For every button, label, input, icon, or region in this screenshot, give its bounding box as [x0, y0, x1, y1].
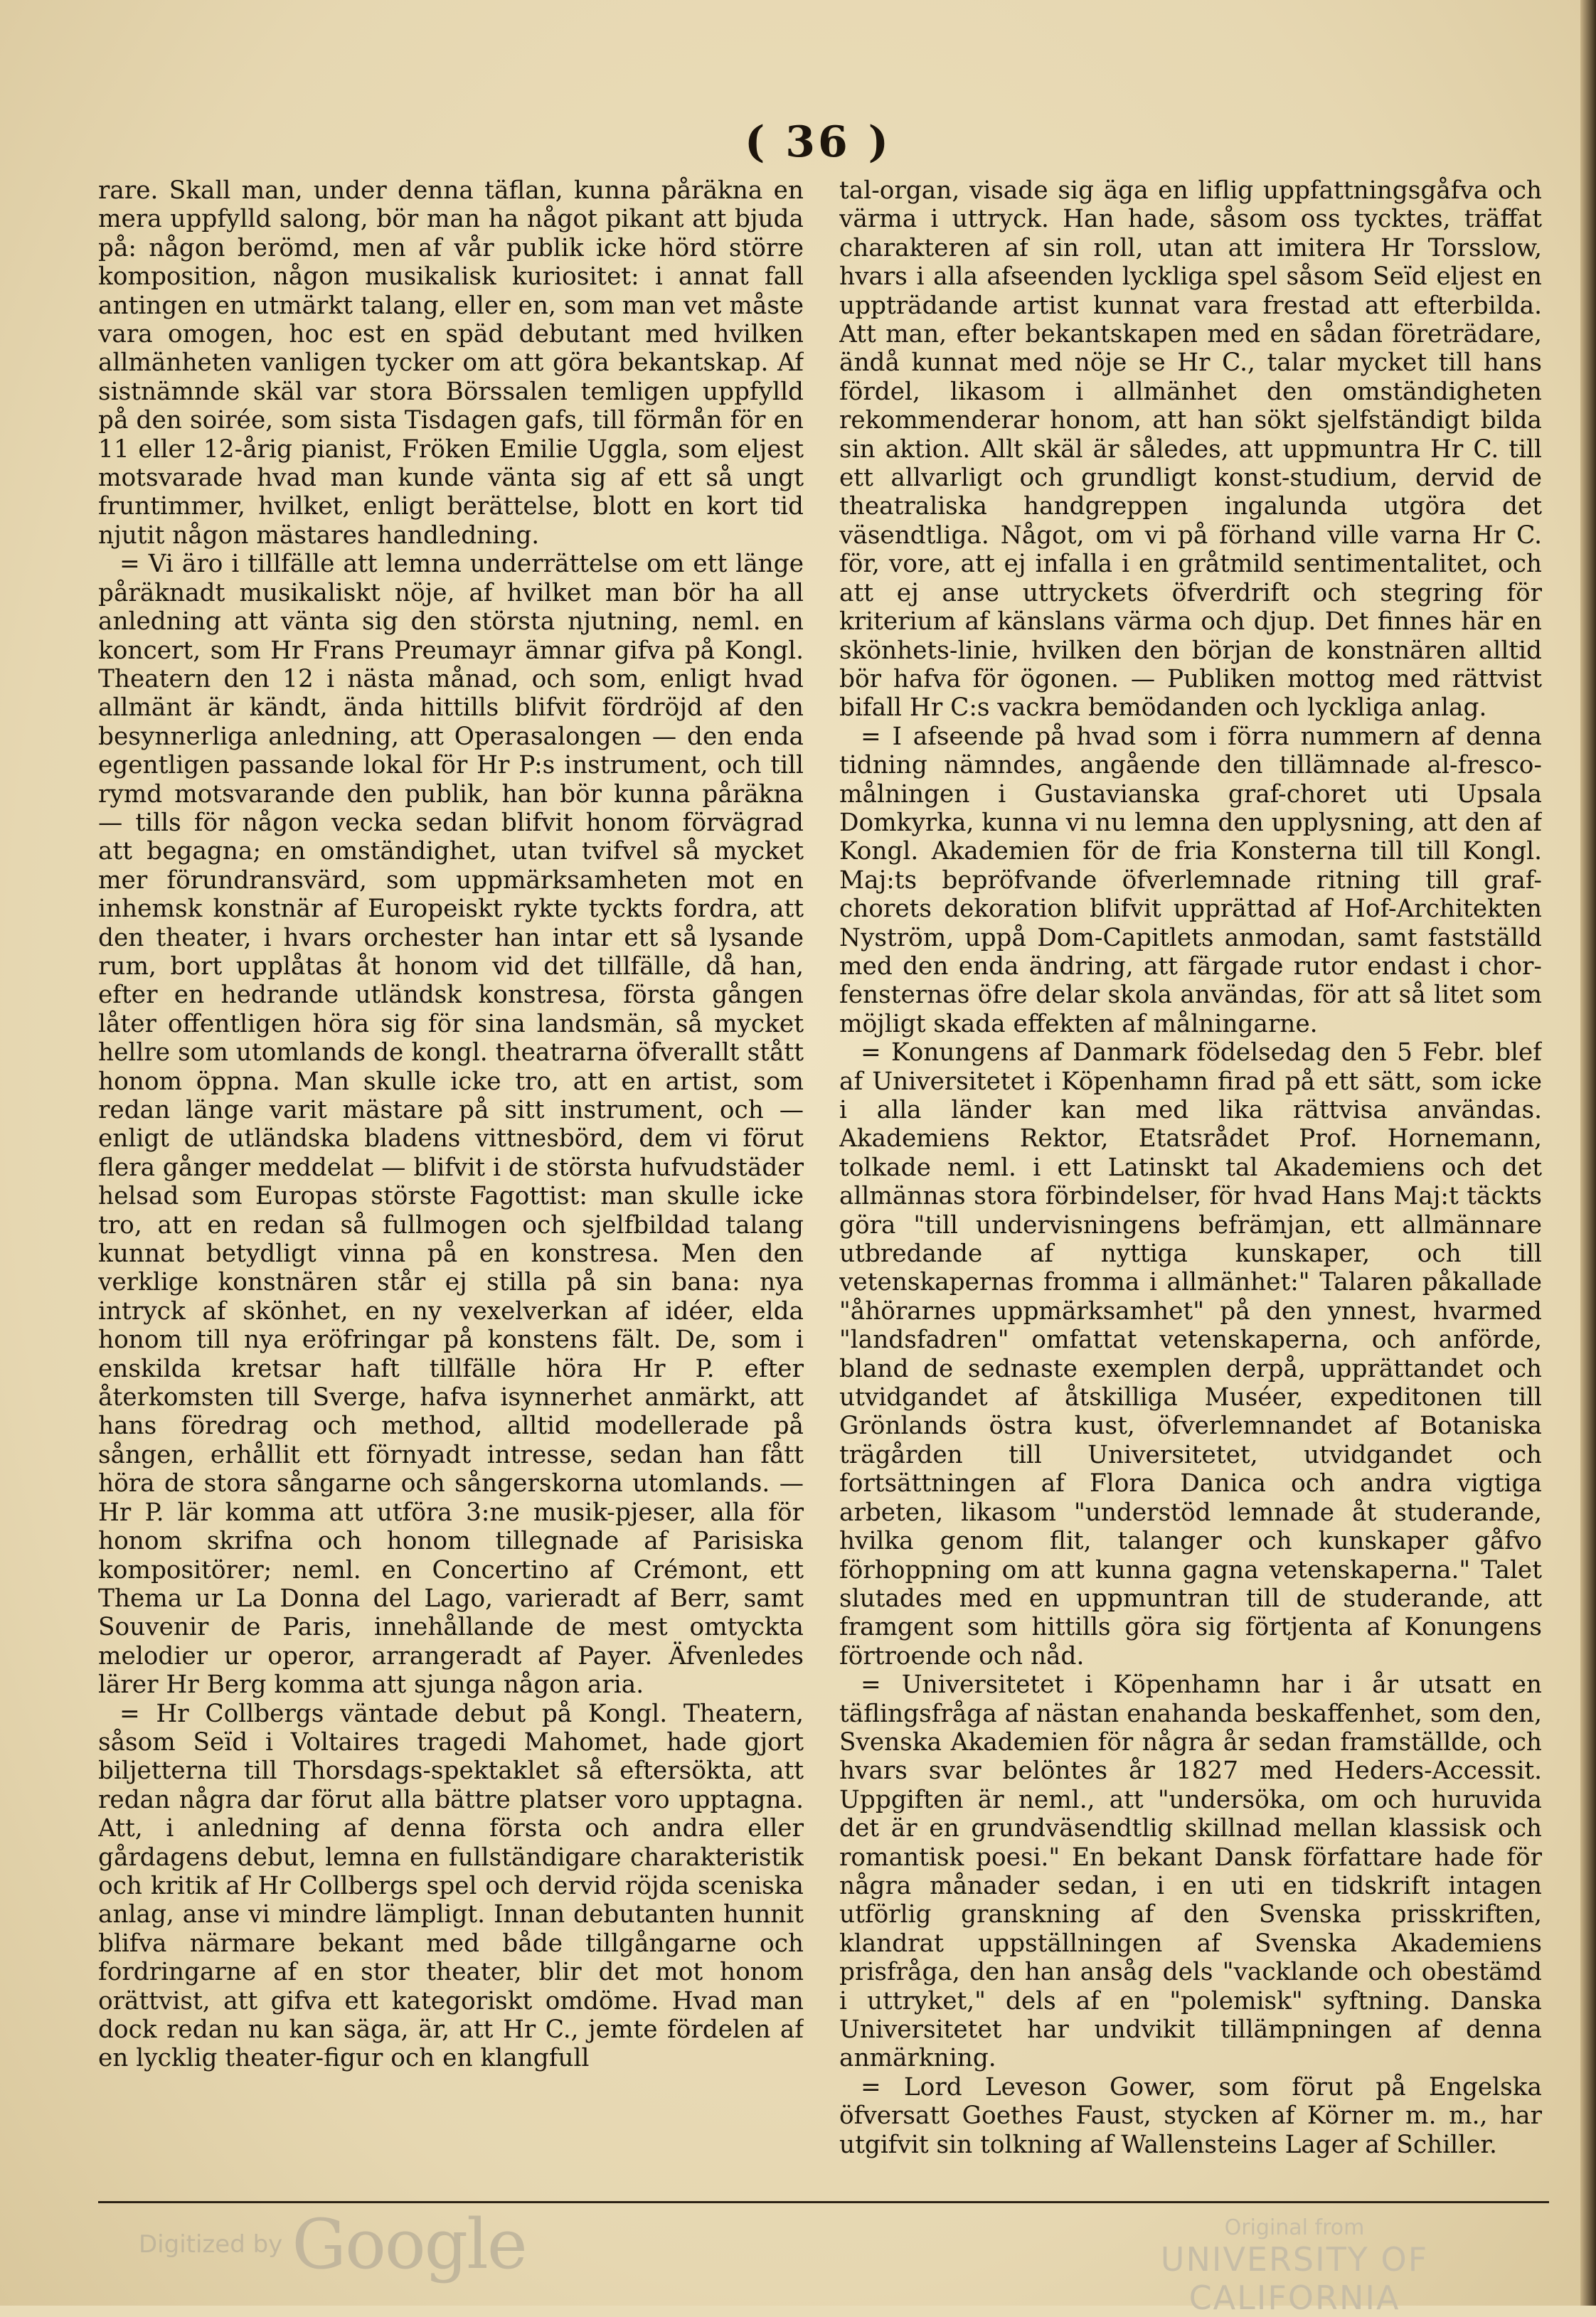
article-paragraph: = Lord Leveson Gower, som förut på Engelska öfversatt Goethes Faust, stycken af Körner m. m., har utgifvit sin tolkning af Wallensteins Lager af Schiller. [839, 2072, 1542, 2159]
google-logo: Google [292, 2205, 526, 2284]
article-paragraph: tal-organ, visade sig äga en liflig uppfattningsgåfva och värma i uttryck. Han hade, såsom oss tycktes, träffat charakteren af sin roll, utan att imitera Hr Torsslow, hvars i alla afseenden lyckliga spel såsom Seïd eljest en uppträdande artist kunnat vara frestad att efterbilda. Att man, efter bekantskapen med en sådan företrädare, ändå kunnat med nöje se Hr C., talar mycket till hans fördel, likasom i allmänhet den omständigheten rekommenderar honom, att han sökt sjelfständigt bilda sin aktion. Allt skäl är således, att uppmuntra Hr C. till ett allvarligt och grundligt konst-studium, dervid de theatraliska handgreppen ingalunda utgöra det väsendtliga. Något, om vi på förhand ville varna Hr C. för, vore, att ej infalla i en gråtmild sentimentalitet, och att ej anse uttryckets öfverdrift och stegring för kriterium af känslans värma och djup. Det finnes här en skönhets-linie, hvilken den början de konstnären alltid bör hafva för ögonen. — Publiken mottog med rättvist bifall Hr C:s vackra bemödanden och lyckliga anlag. [839, 176, 1542, 723]
article-paragraph: = Universitetet i Köpenhamn har i år utsatt en täflingsfråga af nästan enahanda beskaffenhet, som den, Svenska Akademien för några år sedan framställde, och hvars svar belöntes år 1827 med Heders-Accessit. Uppgiften är neml., att "undersöka, om och huruvida det är en grundväsendtlig skillnad mellan klassisk och romantisk poesi." En bekant Dansk författare hade för några månader sedan, i en uti en tidskrift intagen utförlig granskning af den Svenska prisskriften, klandrat uppställningen af Svenska Akademiens prisfråga, den han ansåg dels "vacklande och obestämd i uttryket," dels af en "polemisk" syftning. Danska Universitetet har undvikit tillämpningen af denna anmärkning. [839, 1671, 1542, 2073]
article-paragraph: = Vi äro i tillfälle att lemna underrättelse om ett länge påräknadt musikaliskt nöje, af hvilket man bör ha all anledning att vänta sig den största njutning, neml. en koncert, som Hr Frans Preumayr ämnar gifva på Kongl. Theatern den 12 i nästa månad, och som, enligt hvad allmänt är kändt, ända hittills blifvit fördröjd af den besynnerliga anledning, att Operasalongen — den enda egentligen passande lokal för Hr P:s instrument, och till rymd motsvarande den publik, han bör kunna påräkna — tills för någon vecka sedan blifvit honom förvägrad att begagna; en omständighet, utan tvifvel så mycket mer förundransvärd, som uppmärksamheten mot en inhemsk konstnär af Europeiskt rykte tyckts fordra, att den theater, i hvars orchester han intar ett så lysande rum, bort upplåtas åt honom vid det tillfälle, då han, efter en hedrande utländsk konstresa, första gången låter offentligen höra sig för sina landsmän, så mycket hellre som utomlands de kongl. theatrarna öfverallt stått honom öppna. Man skulle icke tro, att en artist, som redan länge varit mästare på sitt instrument, och — enligt de utländska bladens vittnesbörd, dem vi förut flera gånger meddelat — blifvit i de största hufvudstäder helsad som Europas störste Fagottist: man skulle icke tro, att en redan så fullmogen och sjelfbildad talang kunnat betydligt vinna på en konstresa. Men den verklige konstnären står ej stilla på sin bana: nya intryck af skönhet, en ny vexelverkan af idéer, elda honom till nya eröfringar på konstens fält. De, som i enskilda kretsar haft tillfälle höra Hr P. efter återkomsten till Sverge, hafva isynnerhet anmärkt, att hans föredrag och method, alltid modellerade på sången, erhållit ett förnyadt intresse, sedan han fått höra de stora sångarne och sångerskorna utomlands. — Hr P. lär komma att utföra 3:ne musik-pjeser, alla för honom skrifna och honom tillegnade af Parisiska kompositörer; neml. en Concertino af Crémont, ett Thema ur La Donna del Lago, varieradt af Berr, samt Souvenir de Paris, innehållande de mest omtyckta melodier ur operor, arrangeradt af Payer. Äfvenledes lärer Hr Berg komma att sjunga någon aria. [98, 550, 804, 1700]
page-number: ( 36 ) [744, 117, 892, 167]
original-from-label: Original from [1224, 2215, 1365, 2240]
book-spine-edge [1580, 0, 1596, 2306]
article-paragraph: = I afseende på hvad som i förra nummern af denna tidning nämndes, angående den tillämnade al-fresco-målningen i Gustavianska graf-choret uti Upsala Domkyrka, kunna vi nu lemna den upplysning, att den af Kongl. Akademien för de fria Konsterna till till Kongl. Maj:ts bepröfvande öfverlemnade ritning till graf-chorets dekoration blifvit upprättad af Hof-Architekten Nyström, uppå Dom-Capitlets anmodan, samt fastställd med den enda ändring, att färgade rutor endast i chor-fensternas öfre delar skola användas, för att så litet som möjligt skada effekten af målningarne. [839, 722, 1542, 1038]
digitized-by-label: Digitized by [139, 2230, 283, 2259]
article-paragraph: = Konungens af Danmark födelsedag den 5 Febr. blef af Universitetet i Köpenhamn firad på ett sätt, som icke i alla länder kan med lika rättvisa användas. Akademiens Rektor, Etatsrådet Prof. Hornemann, tolkade neml. i ett Latinskt tal Akademiens och det allmännas stora förbindelser, för hvad Hans Maj:t täckts göra "till undervisningens befrämjan, ett allmännare utbredande af nyttiga kunskaper, och till vetenskapernas fromma i allmänhet:" Talaren påkallade "åhörarnes uppmärksamhet" på den ynnest, hvarmed "landsfadren" omfattat vetenskaperna, och anförde, bland de sednaste exemplen derpå, upprättandet och utvidgandet af åtskilliga Muséer, expeditonen till Grönlands östra kust, öfverlemnandet af Botaniska trägården till Universitetet, utvidgandet och fortsättningen af Flora Danica och andra vigtiga arbeten, likasom "understöd lemnade åt studerande, hvilka genom flit, talanger och kunskaper gåfvo förhoppning om att kunna gagna vetenskaperna." Talet slutades med en uppmuntran till de studerande, att framgent som hittills göra sig förtjenta af Konungens förtroende och nåd. [839, 1038, 1542, 1671]
google-watermark [139, 2205, 537, 2284]
right-text-column [839, 176, 1542, 2203]
left-text-column [98, 176, 804, 2203]
article-paragraph: rare. Skall man, under denna täflan, kunna påräkna en mera uppfylld salong, bör man ha något pikant att bjuda på: någon berömd, men af vår publik icke hörd större komposition, någon musikalisk kuriositet: i annat fall antingen en utmärkt talang, eller en, som man vet måste vara omogen, hoc est en späd debutant med hvilken allmänheten vanligen tycker om att göra bekantskap. Af sistnämnde skäl var stora Börssalen temligen uppfylld på den soirée, som sista Tisdagen gafs, till förmån för en 11 eller 12-årig pianist, Fröken Emilie Uggla, som eljest motsvarade hvad man kunde vänta sig af ett så ungt fruntimmer, hvilket, enligt berättelse, blott en kort tid njutit någon mästares handledning. [98, 176, 804, 550]
origin-watermark [1067, 2215, 1522, 2317]
university-label: UNIVERSITY OF CALIFORNIA [1160, 2240, 1429, 2317]
article-paragraph: = Hr Collbergs väntade debut på Kongl. Theatern, såsom Seïd i Voltaires tragedi Mahomet, hade gjort biljetterna till Thorsdags-spektaklet så eftersökta, att redan några dar förut alla bättre platser voro upptagna. Att, i anledning af denna första och andra eller gårdagens debut, lemna en fullständigare charakteristik och kritik af Hr Collbergs spel och dervid röjda sceniska anlag, anse vi mindre lämpligt. Innan debutanten hunnit blifva närmare bekant med både tillgångarne och fordringarne af en stor theater, blir det mot honom orättvist, att gifva ett kategoriskt omdöme. Hvad man dock redan nu kan säga, är, att Hr C., jemte fördelen af en lycklig theater-figur och en klangfull [98, 1699, 804, 2073]
footer-rule [98, 2201, 1549, 2203]
